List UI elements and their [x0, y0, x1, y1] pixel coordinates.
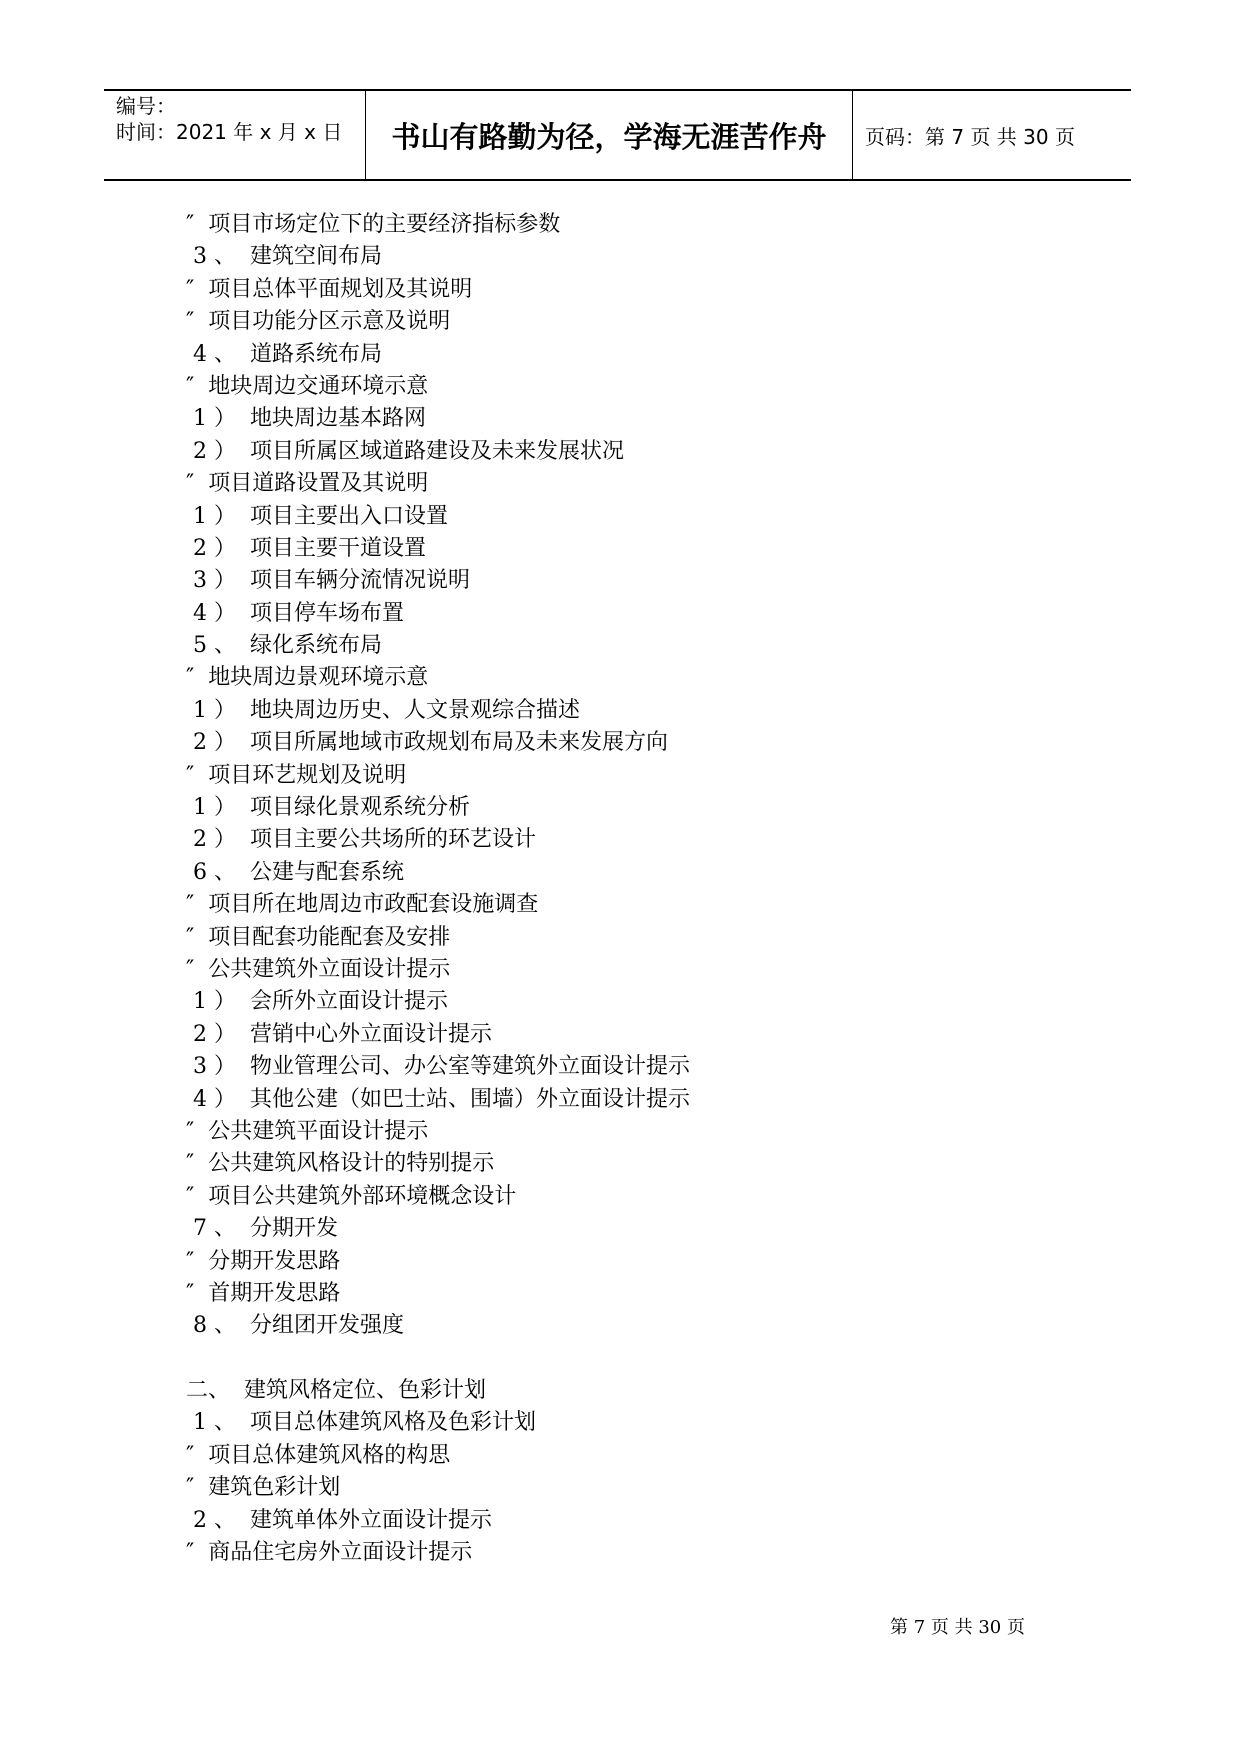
header-info-cell — [104, 91, 366, 179]
outline-item — [186, 1343, 690, 1375]
outline-item: 1 、 项目总体建筑风格及色彩计划 — [186, 1410, 536, 1436]
document-date-label: 时间：2021 年 x 月 x 日 — [116, 120, 343, 144]
header-motto-cell — [366, 91, 853, 179]
header-motto: 书山有路勤为径，学海无涯苦作舟 — [391, 120, 827, 154]
outline-item: ″ 首期开发思路 — [186, 1280, 341, 1306]
page-header — [104, 89, 1131, 181]
outline-item: ″ 公共建筑风格设计的特别提示 — [186, 1151, 495, 1177]
outline-item: 1 ） 项目主要出入口设置 — [186, 503, 448, 529]
outline-item: 3 、 建筑空间布局 — [186, 244, 382, 270]
outline-item: ″ 建筑色彩计划 — [186, 1475, 341, 1501]
outline-item: ″ 项目总体平面规划及其说明 — [186, 276, 473, 302]
document-number-label: 编号： — [116, 94, 176, 118]
outline-item: 5 、 绿化系统布局 — [186, 633, 382, 659]
outline-item: 4 、 道路系统布局 — [186, 341, 382, 367]
outline-item: ″ 项目公共建筑外部环境概念设计 — [186, 1183, 517, 1209]
outline-item: ″ 项目配套功能配套及安排 — [186, 924, 451, 950]
header-page-number: 页码：第 7 页 共 30 页 — [865, 125, 1075, 149]
outline-item: ″ 公共建筑外立面设计提示 — [186, 956, 451, 982]
outline-item: 2 ） 项目主要干道设置 — [186, 535, 426, 561]
outline-item: 1 ） 会所外立面设计提示 — [186, 989, 448, 1015]
outline-item: ″ 项目道路设置及其说明 — [186, 471, 429, 497]
outline-item: ″ 项目环艺规划及说明 — [186, 762, 407, 788]
outline-item: 3 ） 项目车辆分流情况说明 — [186, 568, 470, 594]
outline-item: 4 ） 项目停车场布置 — [186, 600, 404, 626]
header-page-cell — [853, 91, 1131, 179]
outline-item: ″ 项目市场定位下的主要经济指标参数 — [186, 212, 561, 237]
outline-item: ″ 分期开发思路 — [186, 1248, 341, 1274]
outline-item: ″ 项目功能分区示意及说明 — [186, 309, 451, 335]
outline-item: 二、 建筑风格定位、色彩计划 — [186, 1378, 486, 1404]
outline-item: 1 ） 地块周边历史、人文景观综合描述 — [186, 697, 580, 723]
outline-item: ″ 地块周边交通环境示意 — [186, 373, 429, 399]
outline-item: 7 、 分期开发 — [186, 1216, 338, 1242]
outline-item: ″ 商品住宅房外立面设计提示 — [186, 1540, 473, 1566]
outline-item: 1 ） 地块周边基本路网 — [186, 406, 426, 432]
outline-item: ″ 地块周边景观环境示意 — [186, 665, 429, 691]
outline-item: 2 ） 项目所属区域道路建设及未来发展状况 — [186, 438, 624, 464]
outline-item: 6 、 公建与配套系统 — [186, 859, 404, 885]
outline-item: 2 ） 营销中心外立面设计提示 — [186, 1021, 492, 1047]
page-footer-number: 第 7 页 共 30 页 — [890, 1617, 1025, 1638]
outline-item: 2 、 建筑单体外立面设计提示 — [186, 1507, 492, 1533]
document-outline — [186, 209, 690, 1569]
outline-item: ″ 项目总体建筑风格的构思 — [186, 1442, 451, 1468]
outline-item: 2 ） 项目所属地域市政规划布局及未来发展方向 — [186, 730, 668, 756]
outline-item: 4 ） 其他公建（如巴士站、围墙）外立面设计提示 — [186, 1086, 690, 1112]
outline-item: ″ 公共建筑平面设计提示 — [186, 1118, 429, 1144]
outline-item: ″ 项目所在地周边市政配套设施调查 — [186, 892, 539, 918]
outline-item: 1 ） 项目绿化景观系统分析 — [186, 795, 470, 821]
outline-item: 2 ） 项目主要公共场所的环艺设计 — [186, 827, 536, 853]
outline-item: 3 ） 物业管理公司、办公室等建筑外立面设计提示 — [186, 1054, 690, 1080]
outline-item: 8 、 分组团开发强度 — [186, 1313, 404, 1339]
